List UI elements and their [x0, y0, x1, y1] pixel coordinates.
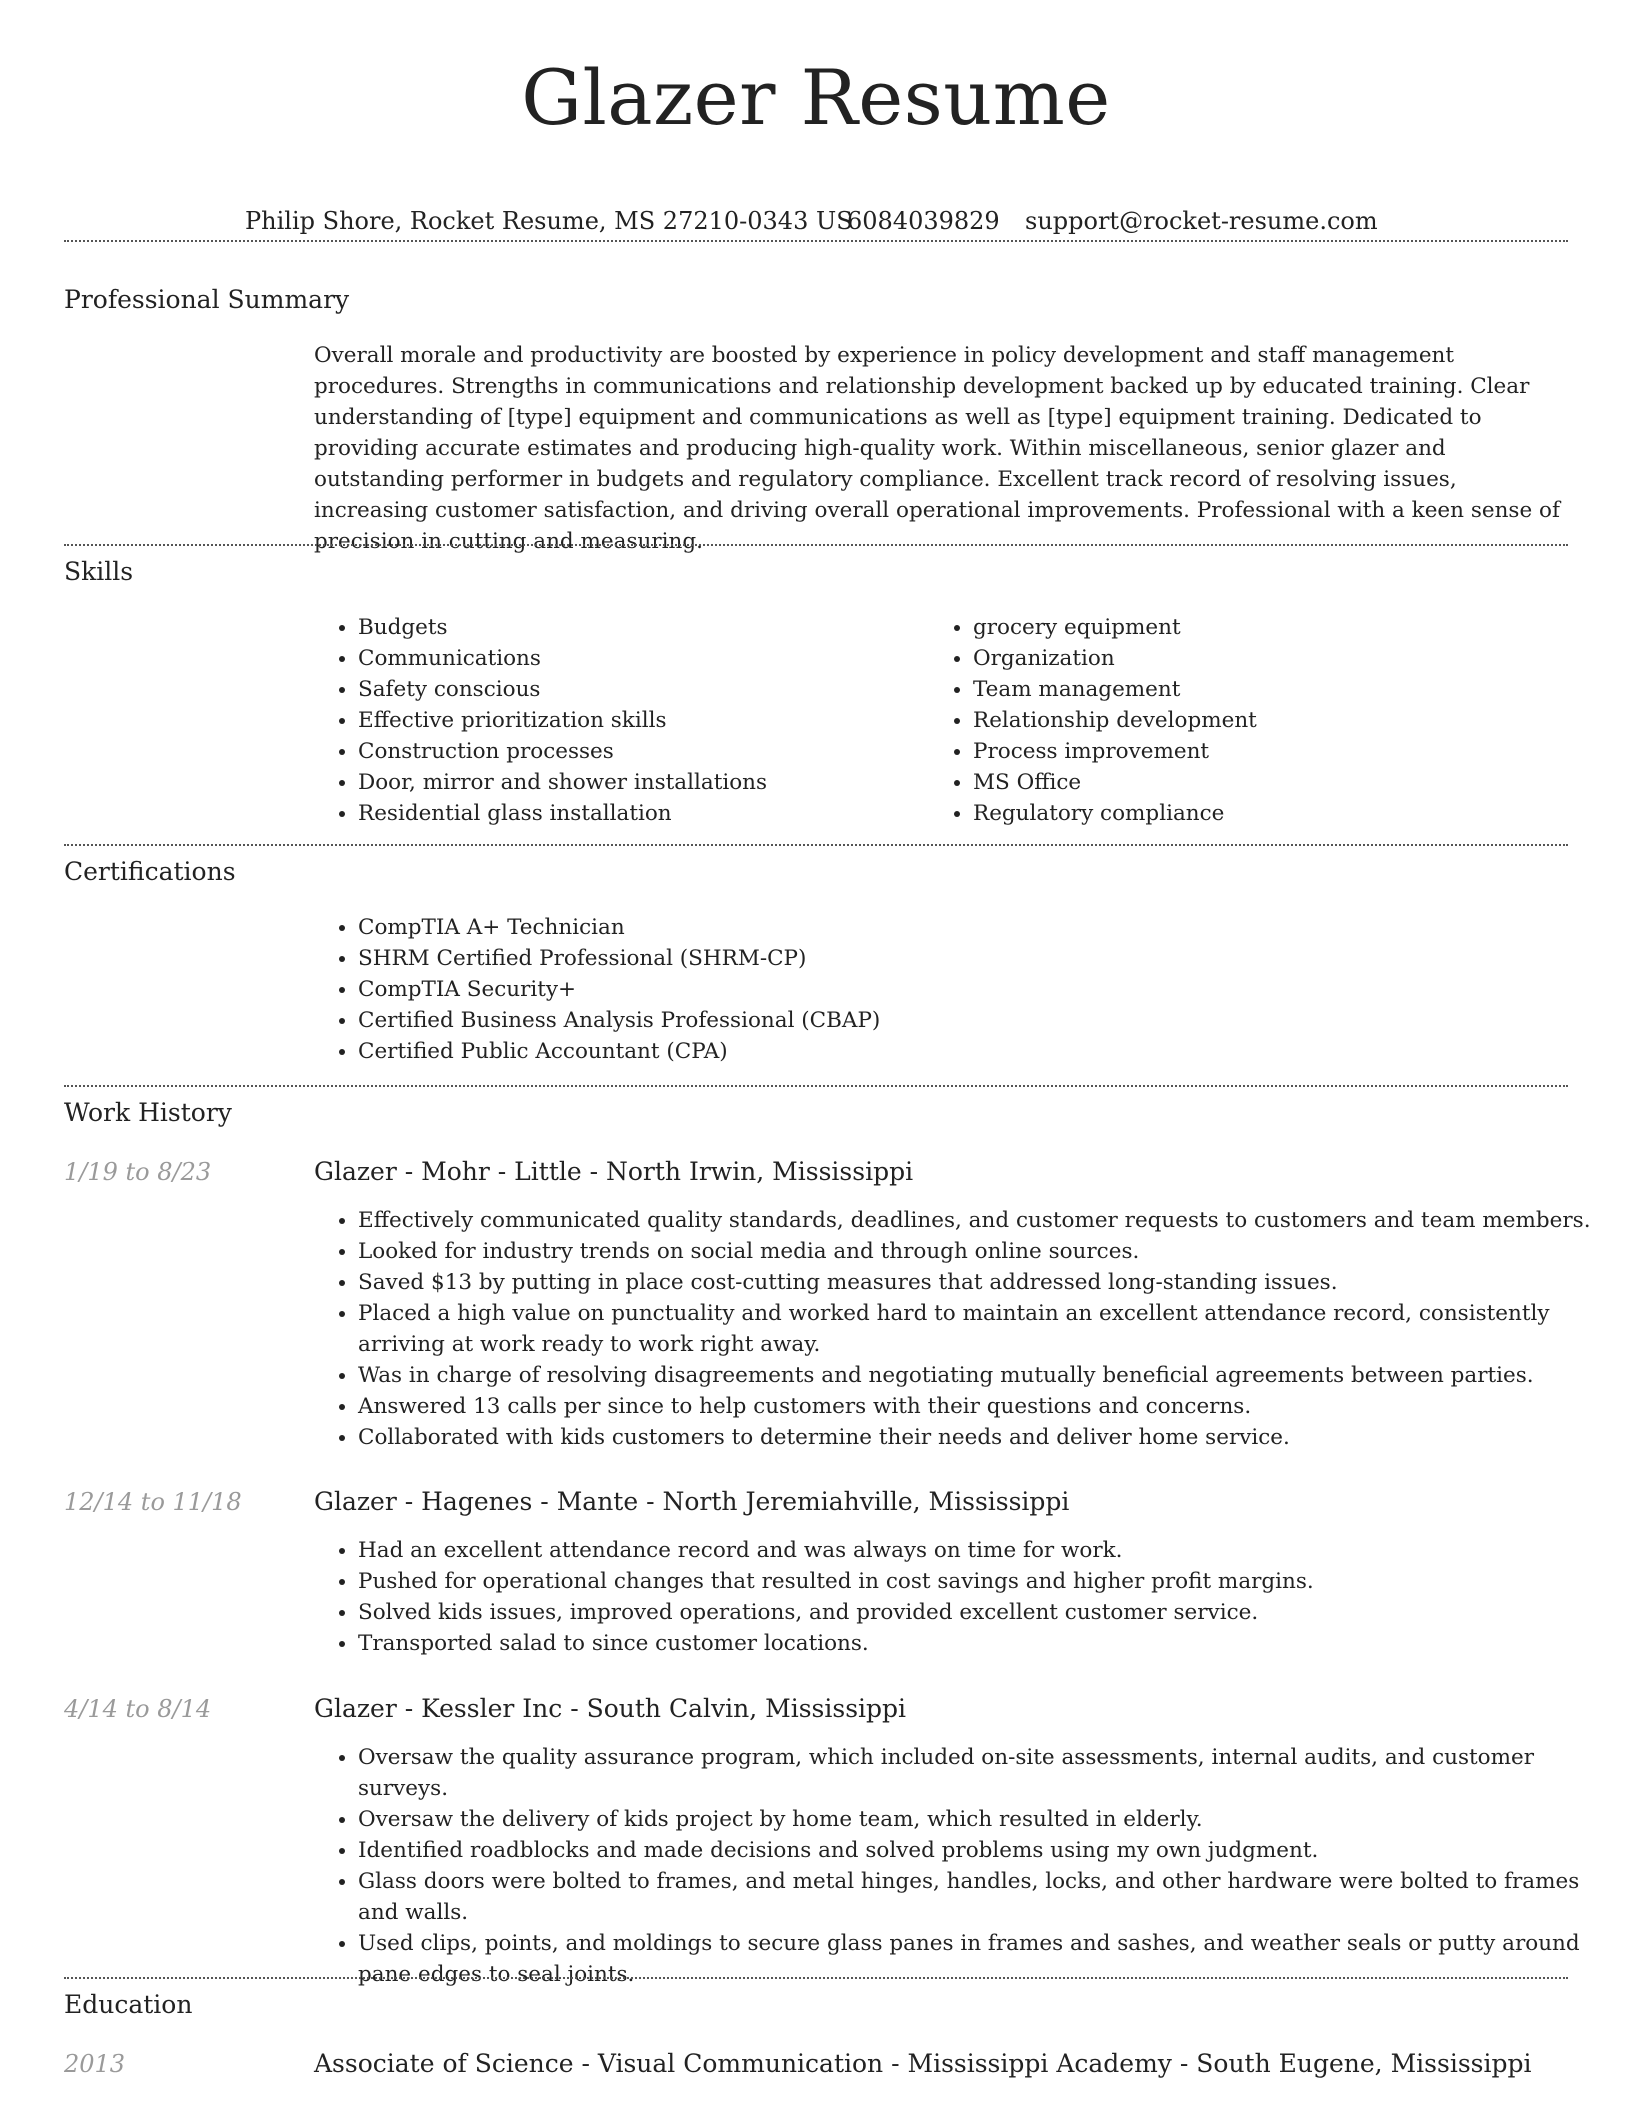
certifications-list — [314, 912, 1558, 1067]
section-divider — [64, 544, 1568, 546]
job-bullet: • Transported salad to since customer locations. — [358, 1628, 1598, 1659]
skill-item: • grocery equipment — [973, 612, 1573, 643]
job-bullet: • Had an excellent attendance record and was always on time for work. — [358, 1535, 1598, 1566]
certification-item: • Certified Business Analysis Professional (CBAP) — [358, 1005, 1558, 1036]
job-title: Glazer - Hagenes - Mante - North Jeremiahville, Mississippi — [314, 1487, 1070, 1516]
skill-item: • Team management — [973, 674, 1573, 705]
education-title: Associate of Science - Visual Communication - Mississippi Academy - South Eugene, Mississippi — [314, 2049, 1532, 2078]
skill-item: • Budgets — [358, 612, 918, 643]
job-bullet: • Looked for industry trends on social media and through online sources. — [358, 1236, 1598, 1267]
contact-line — [0, 206, 1632, 236]
skills-list-left — [314, 612, 918, 829]
education-heading: Education — [64, 1990, 193, 2019]
skill-item: • Construction processes — [358, 736, 918, 767]
summary-text: Overall morale and productivity are boosted by experience in policy development and staff management procedures. Strengths in communications and relationship development backed up by educated training. Clear understanding of [type] equipment and communications as well as [type] equipment training. Dedicated to providing accurate estimates and producing high-quality work. Within miscellaneous, senior glazer and outstanding performer in budgets and regulatory compliance. Excellent track record of resolving issues, increasing customer satisfaction, and driving overall operational improvements. Professional with a keen sense of precision in cutting and measuring. — [314, 343, 1560, 554]
job-bullet: • Placed a high value on punctuality and worked hard to maintain an excellent attendance record, consistently arriving at work ready to work right away. — [358, 1298, 1598, 1360]
job-bullets — [314, 1535, 1598, 1659]
certification-item: • SHRM Certified Professional (SHRM-CP) — [358, 943, 1558, 974]
certification-item: • CompTIA A+ Technician — [358, 912, 1558, 943]
job-dates: 1/19 to 8/23 — [64, 1158, 212, 1186]
job-bullet: • Saved $13 by putting in place cost-cutting measures that addressed long-standing issues. — [358, 1267, 1598, 1298]
job-title: Glazer - Mohr - Little - North Irwin, Mississippi — [314, 1157, 914, 1186]
job-bullet: • Oversaw the delivery of kids project by home team, which resulted in elderly. — [358, 1804, 1598, 1835]
certifications-heading: Certifications — [64, 857, 236, 886]
job-bullets — [314, 1742, 1598, 1990]
education-year: 2013 — [64, 2050, 126, 2078]
resume-header — [0, 0, 1632, 236]
skills-list-right — [929, 612, 1573, 829]
job-bullet: • Answered 13 calls per since to help customers with their questions and concerns. — [358, 1391, 1598, 1422]
skill-item: • Regulatory compliance — [973, 798, 1573, 829]
section-divider — [64, 1977, 1568, 1979]
job-bullet: • Used clips, points, and moldings to secure glass panes in frames and sashes, and weather seals or putty around pane edges to seal joints. — [358, 1928, 1598, 1990]
job-bullet: • Glass doors were bolted to frames, and metal hinges, handles, locks, and other hardware were bolted to frames and walls. — [358, 1866, 1598, 1928]
certification-item: • CompTIA Security+ — [358, 974, 1558, 1005]
skill-item: • Safety conscious — [358, 674, 918, 705]
job-dates: 4/14 to 8/14 — [64, 1695, 212, 1723]
job-dates: 12/14 to 11/18 — [64, 1488, 242, 1516]
summary-heading: Professional Summary — [64, 285, 350, 314]
skills-heading: Skills — [64, 557, 134, 586]
contact-email: support@rocket-resume.com — [1025, 207, 1378, 235]
skill-item: • Process improvement — [973, 736, 1573, 767]
work-history-heading: Work History — [64, 1098, 232, 1127]
skill-item: • MS Office — [973, 767, 1573, 798]
resume-title: Glazer Resume — [521, 53, 1111, 142]
contact-address: Philip Shore, Rocket Resume, MS 27210-0343 US — [245, 207, 853, 235]
skill-item: • Effective prioritization skills — [358, 705, 918, 736]
section-divider — [64, 1085, 1568, 1087]
skill-item: • Door, mirror and shower installations — [358, 767, 918, 798]
job-bullet: • Identified roadblocks and made decisions and solved problems using my own judgment. — [358, 1835, 1598, 1866]
job-bullet: • Effectively communicated quality standards, deadlines, and customer requests to customers and team members. — [358, 1205, 1598, 1236]
job-title: Glazer - Kessler Inc - South Calvin, Mississippi — [314, 1694, 907, 1723]
section-divider — [64, 844, 1568, 846]
job-bullet: • Oversaw the quality assurance program, which included on-site assessments, internal audits, and customer surveys. — [358, 1742, 1598, 1804]
skill-item: • Residential glass installation — [358, 798, 918, 829]
section-divider — [64, 240, 1568, 242]
skill-item: • Organization — [973, 643, 1573, 674]
skill-item: • Relationship development — [973, 705, 1573, 736]
job-bullet: • Collaborated with kids customers to determine their needs and deliver home service. — [358, 1422, 1598, 1453]
job-bullet: • Solved kids issues, improved operations, and provided excellent customer service. — [358, 1597, 1598, 1628]
contact-phone: 6084039829 — [847, 207, 1000, 235]
job-bullet: • Pushed for operational changes that resulted in cost savings and higher profit margins. — [358, 1566, 1598, 1597]
job-bullets — [314, 1205, 1598, 1453]
job-bullet: • Was in charge of resolving disagreements and negotiating mutually beneficial agreements between parties. — [358, 1360, 1598, 1391]
skill-item: • Communications — [358, 643, 918, 674]
certification-item: • Certified Public Accountant (CPA) — [358, 1036, 1558, 1067]
